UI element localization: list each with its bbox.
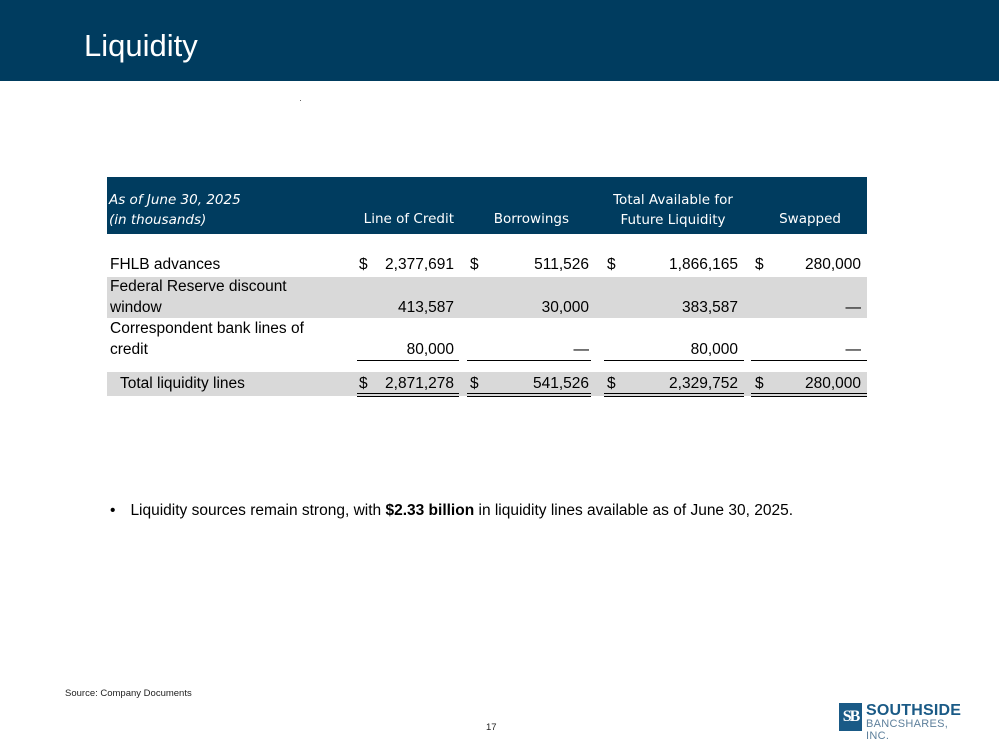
bullet-marker: • (110, 502, 116, 519)
cell-swapped: — (845, 341, 861, 358)
total-label: Total liquidity lines (120, 375, 245, 392)
total-swapped: 280,000 (804, 375, 861, 392)
currency-symbol: $ (359, 256, 368, 273)
cell-total-available: 383,587 (681, 299, 738, 316)
cell-total-available: 80,000 (690, 341, 738, 358)
decorative-dot (300, 100, 301, 101)
page-number: 17 (486, 722, 497, 733)
column-header-total-line2: Future Liquidity (620, 212, 726, 228)
cell-line-of-credit: 80,000 (406, 341, 454, 358)
cell-swapped: — (845, 299, 861, 316)
cell-swapped: 280,000 (804, 256, 861, 273)
bullet-point (110, 502, 793, 520)
bullet-text-after: in liquidity lines available as of June 30, 2025. (474, 502, 794, 519)
logo-mark: SB (839, 703, 862, 731)
cell-borrowings: 30,000 (541, 299, 589, 316)
row-label: FHLB advances (110, 256, 221, 273)
cell-total-available: 1,866,165 (669, 256, 738, 273)
column-header-total-available (605, 190, 741, 229)
subtotal-underline (751, 360, 867, 361)
table-row-correspondent (107, 318, 867, 360)
total-double-underline (604, 393, 744, 397)
table-row-fhlb (107, 255, 867, 275)
row-label-line2: window (110, 299, 162, 316)
cell-borrowings: — (573, 341, 589, 358)
row-label-line2: credit (110, 341, 148, 358)
total-line-of-credit: 2,871,278 (385, 375, 454, 392)
cell-line-of-credit: 413,587 (397, 299, 454, 316)
table-header-asof (109, 190, 241, 229)
column-header-total-line1: Total Available for (613, 192, 733, 208)
total-double-underline (357, 393, 459, 397)
total-available: 2,329,752 (669, 375, 738, 392)
column-header-borrowings: Borrowings (493, 211, 569, 227)
row-label-line1: Correspondent bank lines of (110, 320, 304, 337)
cell-borrowings: 511,526 (534, 256, 589, 273)
currency-symbol: $ (607, 256, 616, 273)
column-header-swapped: Swapped (779, 211, 841, 227)
row-label-line1: Federal Reserve discount (110, 278, 287, 295)
page-title: Liquidity (84, 28, 198, 63)
currency-symbol: $ (755, 375, 764, 392)
as-of-date: As of June 30, 2025 (109, 192, 241, 208)
column-header-line-of-credit: Line of Credit (363, 211, 454, 227)
cell-line-of-credit: 2,377,691 (385, 256, 454, 273)
bullet-text-before: Liquidity sources remain strong, with (130, 502, 386, 519)
total-double-underline (467, 393, 591, 397)
units-label: (in thousands) (109, 212, 207, 228)
total-double-underline (751, 393, 867, 397)
table-header (107, 177, 867, 234)
currency-symbol: $ (470, 375, 479, 392)
logo-text-line1: SOUTHSIDE (866, 702, 962, 719)
subtotal-underline (467, 360, 591, 361)
liquidity-table (107, 177, 867, 392)
company-logo (839, 702, 969, 742)
table-row-fed-reserve (107, 277, 867, 318)
subtotal-underline (604, 360, 744, 361)
currency-symbol: $ (755, 256, 764, 273)
total-borrowings: 541,526 (532, 375, 589, 392)
source-note: Source: Company Documents (65, 688, 192, 699)
subtotal-underline (357, 360, 459, 361)
bullet-highlight: $2.33 billion (385, 502, 475, 519)
currency-symbol: $ (359, 375, 368, 392)
logo-text-line2: BANCSHARES, INC. (866, 718, 949, 742)
currency-symbol: $ (607, 375, 616, 392)
currency-symbol: $ (470, 256, 479, 273)
